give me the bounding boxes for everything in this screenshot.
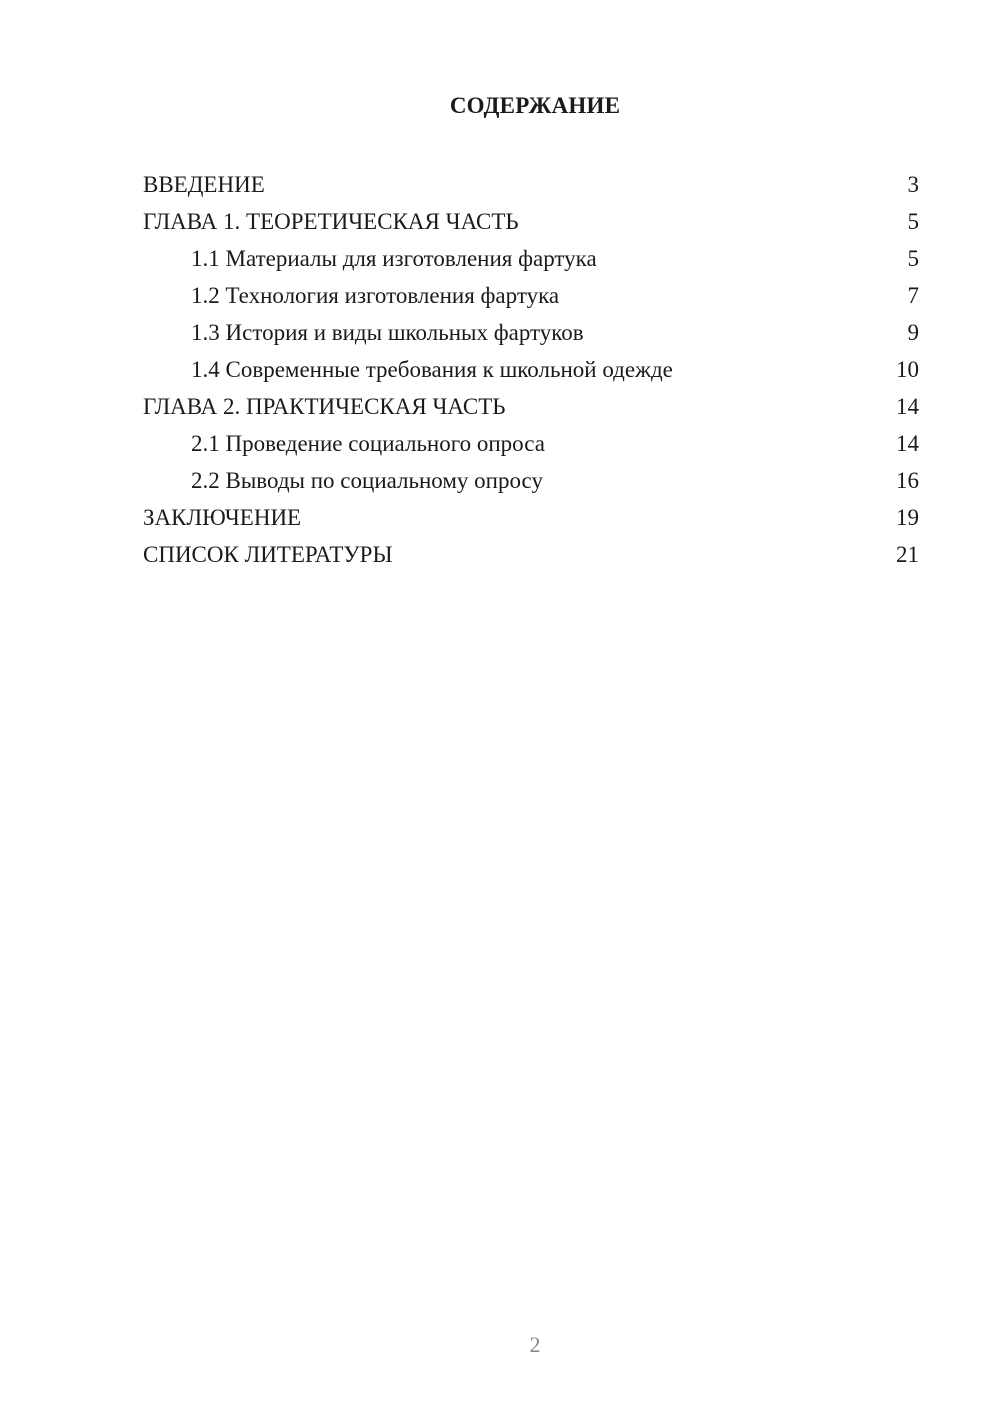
toc-entry-label: ГЛАВА 2. ПРАКТИЧЕСКАЯ ЧАСТЬ [143, 394, 506, 419]
toc-entry-section-1-1 [143, 240, 919, 277]
toc-entry-section-1-2 [143, 277, 919, 314]
toc-entry-page: 10 [896, 357, 919, 382]
toc-entry-label: 2.1 Проведение социального опроса [191, 431, 545, 456]
toc-entry-section-1-4 [143, 351, 919, 388]
toc-entry-label: СПИСОК ЛИТЕРАТУРЫ [143, 542, 393, 567]
toc-entry-page: 5 [907, 246, 919, 271]
page-number: 2 [529, 1332, 541, 1357]
toc-entry-label: 1.1 Материалы для изготовления фартука [191, 246, 597, 271]
toc-entry-chapter-2 [143, 388, 919, 425]
toc-entry-label: 1.4 Современные требования к школьной одежде [191, 357, 673, 382]
toc-entry-label: 1.2 Технология изготовления фартука [191, 283, 560, 308]
toc-entry-chapter-1 [143, 203, 919, 240]
toc-entry-page: 14 [896, 394, 919, 419]
toc-heading: СОДЕРЖАНИЕ [449, 93, 621, 118]
toc-entry-section-1-3 [143, 314, 919, 351]
toc-entry-page: 9 [907, 320, 919, 345]
toc-entry-page: 14 [896, 431, 919, 456]
toc-entry-page: 21 [896, 542, 919, 567]
toc-entry-label: 1.3 История и виды школьных фартуков [191, 320, 584, 345]
toc-entry-section-2-2 [143, 462, 919, 499]
toc-entry-section-2-1 [143, 425, 919, 462]
toc-entry-label: ЗАКЛЮЧЕНИЕ [143, 505, 302, 530]
toc-entry-page: 19 [896, 505, 919, 530]
toc-entry-page: 5 [907, 209, 919, 234]
toc-entry-label: ВВЕДЕНИЕ [143, 172, 265, 197]
toc-entry-conclusion [143, 499, 919, 536]
table-of-contents [143, 166, 919, 573]
toc-entry-introduction [143, 166, 919, 203]
toc-entry-label: 2.2 Выводы по социальному опросу [191, 468, 543, 493]
toc-entry-label: ГЛАВА 1. ТЕОРЕТИЧЕСКАЯ ЧАСТЬ [143, 209, 519, 234]
toc-entry-page: 7 [907, 283, 919, 308]
toc-entry-references [143, 536, 919, 573]
toc-entry-page: 16 [896, 468, 919, 493]
toc-entry-page: 3 [907, 172, 919, 197]
